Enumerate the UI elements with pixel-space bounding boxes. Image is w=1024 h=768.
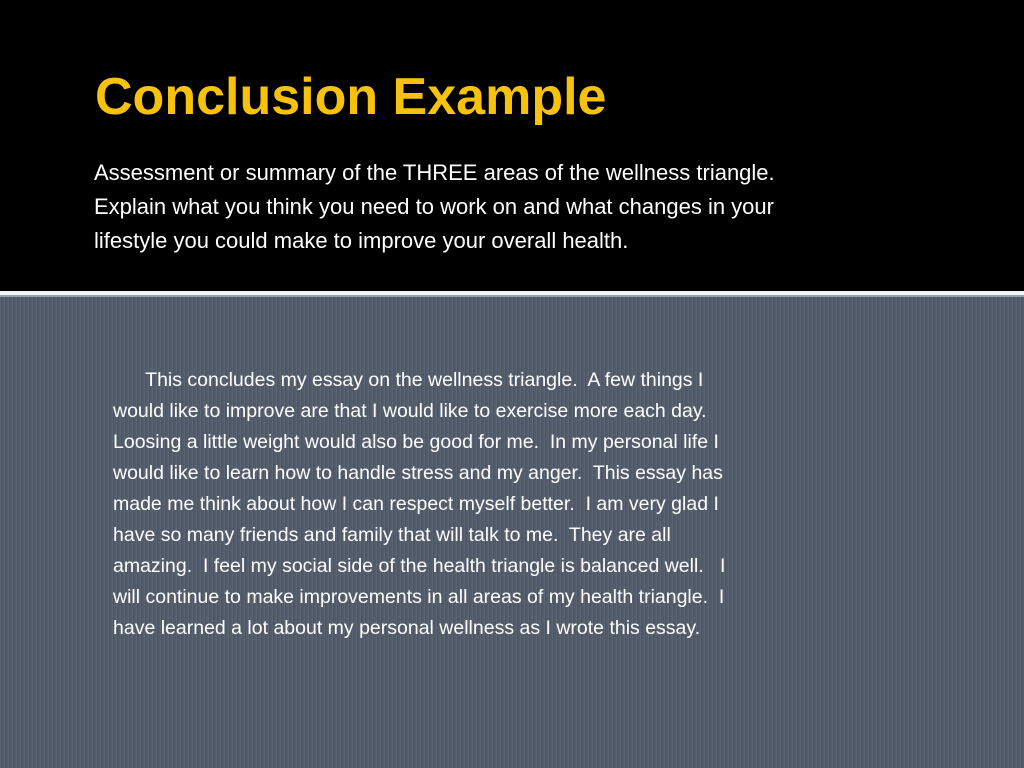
essay-line: This concludes my essay on the wellness triangle. A few things I	[113, 369, 704, 391]
essay-line: would like to improve are that I would like to exercise more each day.	[113, 400, 707, 422]
essay-line: would like to learn how to handle stress and my anger. This essay has	[113, 462, 723, 484]
slide-title: Conclusion Example	[95, 68, 607, 126]
essay-line: made me think about how I can respect myself better. I am very glad I	[113, 493, 719, 515]
instructions-text	[94, 156, 974, 258]
essay-line: will continue to make improvements in all areas of my health triangle. I	[113, 586, 725, 608]
essay-text	[113, 365, 893, 644]
essay-line: amazing. I feel my social side of the health triangle is balanced well. I	[113, 555, 726, 577]
essay-line: have so many friends and family that will talk to me. They are all	[113, 524, 671, 546]
instructions-line: lifestyle you could make to improve your overall health.	[94, 228, 629, 253]
header-band	[0, 0, 1024, 291]
essay-line: have learned a lot about my personal wellness as I wrote this essay.	[113, 617, 701, 639]
instructions-line: Assessment or summary of the THREE areas of the wellness triangle.	[94, 160, 775, 185]
instructions-line: Explain what you think you need to work on and what changes in your	[94, 194, 774, 219]
essay-line: Loosing a little weight would also be good for me. In my personal life I	[113, 431, 719, 453]
